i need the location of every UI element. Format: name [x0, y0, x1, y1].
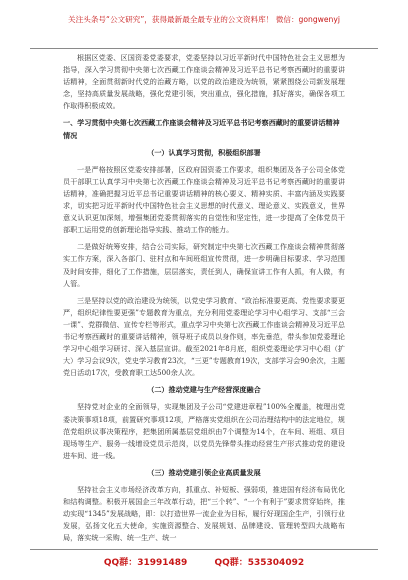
footer-bar — [0, 552, 408, 580]
section-heading-1: 一、学习贯彻中央第七次西藏工作座谈会精神及习近平总书记考察西藏时的重要讲话精神情况 — [63, 118, 340, 140]
subsection-heading-1: （一）认真学习贯彻，积极组织部署 — [147, 147, 261, 157]
footer-qq-group-2: QQ群：535304092 — [214, 558, 305, 568]
paragraph-2: 二是做好统筹安排，结合公司实际，研究制定中央第七次西藏工作座谈会精神贯彻落实工作方案，深入各部门、驻村点和车间班组宣传贯彻，进一步明确目标要求、学习范围及时间安排，细化了工作措施，层层落实，责任到人，确保宣讲工作有人抓，有人做，有人管。 — [63, 242, 345, 288]
intro-paragraph: 根据区党委、区国资委党委要求，党委坚持以习近平新时代中国特色社会主义思想为指导，深入学习贯彻中央第七次西藏工作座谈会精神及习近平总书记考察西藏时的重要讲话精神，全面贯彻新时代党的治藏方略，以党的政治建设为统领，紧紧围绕公司新发展理念，坚持高质量发展战略，强化党建引领，突出重点，强化措施，抓好落实，确保各项工作取得积极成效。 — [63, 53, 345, 111]
paragraph-4: 坚持党对企业的全面领导，实现集团及子公司“党建进章程”100%全覆盖，梳理出党委决策事项18项，前置研究事项12项，严格落实党组织在公司治理结构中的法定地位，规范党组织议事决策程序，把集团所属基层党组织由7个调整为14个，在车间、班组、项目现场等生产、服务一线增设党员示范岗，以党员先锋带头推动经营生产形式推动党的建设进车间、进一线。 — [63, 402, 345, 460]
footer-qq-group-1: QQ群：31991489 — [103, 558, 188, 568]
paragraph-1: 一是严格按照区党委安排部署，区政府国资委工作要求，组织集团及各子公司全体党员干部职工认真学习中央第七次西藏工作座谈会精神及习近平总书记考察西藏时的重要讲话精神，准确把握习近平总书记重要讲话精神的核心要义、精神实质、丰富内涵及实践要求，切实把习近平新时代中国特色社会主义思想的时代意义、理论意义、实践意义，世界意义认识更加深刻，增强集团党委贯彻落实的自觉性和坚定性，进一步提高了全体党员干部职工运用党的创新理论指导实践、推动工作的能力。 — [63, 164, 345, 235]
bottom-divider — [30, 549, 378, 550]
paragraph-5: 坚持社会主义市场经济改革方向，抓重点、补短板、强弱项，推进国有经济布局优化和结构调整。积极开展国企三年改革行动，把“三个转”、“一个有利于”要求贯穿始终，推动实现“1345”发展战略，即：以打造世界一流企业为目标，履行好现国企生产，引领行业发展，弘扬文化五大使命，实施资源整合、发展规划、品牌建设、管理转型四大战略布局，落实统一采购、统一生产、统一 — [63, 485, 345, 543]
top-divider — [30, 48, 378, 49]
top-banner: 关注头条号“公文研究”，获得最新最全最专业的公文资料库！ 微信：gongwenyj — [68, 15, 340, 24]
subsection-heading-3: （三）推动党建引领企业高质量发展 — [147, 467, 261, 477]
paragraph-3: 三是坚持以党的政治建设为统领，以党史学习教育、“政治标准要更高、党性要求要更严，组织纪律性要更强”专题教育为重点，充分利用党委理论学习中心组学习、支部“三会一课”、党群微信、宣传专栏等形式，重点学习中央第七次西藏工作座谈会精神及习近平总书记考察西藏时的重要讲话精神，领导班子成员以身作则，率先垂范，带头参加党委理论学习中心组学习研讨、深入基层宣讲。截至2021年8月底，组织党委理论学习中心组（扩大）学习会议9次，党史学习教育23次，“三更”专题教育19次，支部学习会90余次，主题党日活动17次，受教育职工达500余人次。 — [63, 295, 345, 378]
document-body — [63, 52, 345, 544]
subsection-heading-2: （二）推动党建与生产经营深度融合 — [147, 385, 261, 395]
